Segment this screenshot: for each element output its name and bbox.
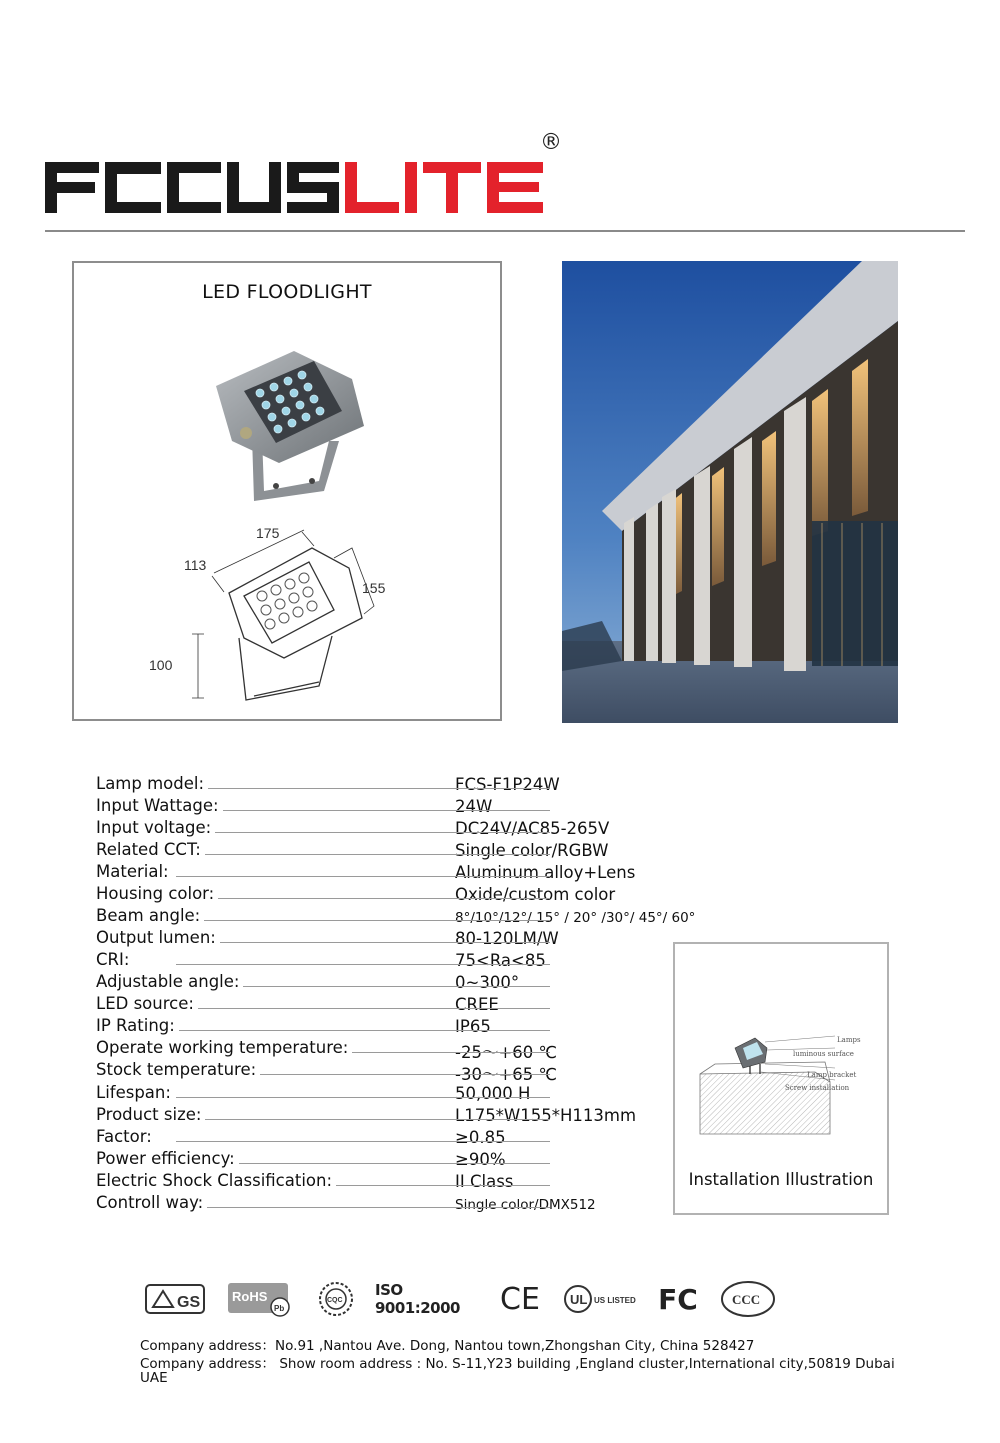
spec-label: Beam angle:: [96, 906, 204, 925]
header-divider: [45, 230, 965, 232]
spec-label: Input Wattage:: [96, 796, 223, 815]
gs-cert-logo: [145, 1275, 205, 1323]
spec-row-related-cct: [96, 840, 696, 862]
dim-depth-label: 155: [362, 580, 386, 596]
spec-leader-line: [176, 1097, 550, 1098]
spec-label: Operate working temperature:: [96, 1038, 352, 1057]
spec-value: Oxide/custom color: [455, 885, 616, 904]
spec-row-power-efficiency: [96, 1149, 696, 1171]
spec-value: CREE: [455, 995, 499, 1014]
spec-row-housing-color: [96, 884, 696, 906]
spec-value: FCS-F1P24W: [455, 775, 560, 794]
ul-text: UL: [570, 1292, 588, 1307]
spec-row-electric-shock-class: [96, 1171, 696, 1193]
spec-row-input-wattage: [96, 796, 696, 818]
spec-row-material: [96, 862, 696, 884]
ce-cert-logo: CE: [500, 1281, 540, 1317]
spec-value: L175*W155*H113mm: [455, 1106, 637, 1125]
spec-row-stock-temperature: [96, 1060, 696, 1082]
spec-leader-line: [176, 1008, 550, 1009]
installation-caption: Installation Illustration: [688, 1170, 874, 1189]
iso-cert-logo: ISO 9001:2000: [375, 1281, 460, 1317]
spec-value: DC24V/AC85-265V: [455, 819, 610, 838]
spec-row-ip-rating: [96, 1016, 696, 1038]
spec-value: Single color/RGBW: [455, 841, 609, 860]
spec-label: Stock temperature:: [96, 1060, 260, 1079]
spec-value: II Class: [455, 1172, 514, 1191]
spec-value: 80-120LM/W: [455, 929, 559, 948]
spec-label: Input voltage:: [96, 818, 215, 837]
spec-leader-line: [176, 832, 550, 833]
gs-text: GS: [177, 1294, 201, 1311]
spec-leader-line: [176, 1141, 550, 1142]
spec-value: IP65: [455, 1017, 491, 1036]
ccc-text: CCC: [732, 1292, 761, 1307]
callout-lamps: Lamps: [837, 1036, 861, 1044]
focuslite-logo: [45, 150, 575, 225]
dim-width-label: 175: [256, 525, 280, 541]
address-line-1: Company address：No.91 ,Nantou Ave. Dong, Nantou town,Zhongshan City, China 528427: [140, 1338, 755, 1354]
spec-row-product-size: [96, 1105, 696, 1127]
spec-value: Single color/DMX512: [455, 1197, 596, 1213]
spec-label: Lifespan:: [96, 1083, 175, 1102]
spec-row-beam-angle: [96, 906, 696, 928]
spec-value: 75<Ra<85: [455, 951, 546, 970]
floodlight-photo: [214, 341, 374, 511]
spec-label: Housing color:: [96, 884, 218, 903]
spec-value: Aluminum alloy+Lens: [455, 863, 636, 882]
spec-label: Related CCT:: [96, 840, 205, 859]
certification-logos: [140, 1275, 780, 1325]
product-box: [72, 261, 502, 721]
installation-box: [673, 942, 889, 1215]
spec-label: Controll way:: [96, 1193, 207, 1212]
spec-leader-line: [176, 810, 550, 811]
spec-label: Product size:: [96, 1105, 205, 1124]
spec-row-lifespan: [96, 1083, 696, 1105]
spec-row-factor: [96, 1127, 696, 1149]
ul-cert-logo: [560, 1275, 640, 1323]
spec-row-control-way: [96, 1193, 696, 1215]
cqc-text: CQC: [327, 1297, 343, 1304]
us-listed-text: US LISTED: [594, 1296, 636, 1305]
spec-row-output-lumen: [96, 928, 696, 950]
spec-leader-line: [176, 1207, 550, 1208]
rohs-cert-logo: [228, 1275, 294, 1323]
building-application-photo: [562, 261, 898, 723]
spec-label: Power efficiency:: [96, 1149, 239, 1168]
callout-luminous-surface: luminous surface: [793, 1050, 854, 1058]
spec-leader-line: [176, 920, 550, 921]
installation-callouts: [775, 1032, 885, 1102]
spec-row-adjustable-angle: [96, 972, 696, 994]
dim-bracket-label: 100: [149, 657, 173, 673]
spec-label: Electric Shock Classification:: [96, 1171, 336, 1190]
registered-mark: ®: [540, 130, 562, 155]
spec-value: 0~300°: [455, 973, 520, 992]
floodlight-dimension-drawing: [149, 518, 394, 713]
spec-leader-line: [176, 1119, 550, 1120]
spec-value: -25～+60 ℃: [455, 1043, 558, 1062]
spec-row-cri: [96, 950, 696, 972]
spec-row-lamp-model: [96, 774, 696, 796]
spec-value: 8°/10°/12°/ 15° / 20° /30°/ 45°/ 60°: [455, 910, 696, 926]
spec-leader-line: [176, 964, 550, 965]
spec-label: Lamp model:: [96, 774, 208, 793]
ccc-cert-logo: [720, 1275, 776, 1323]
spec-label: IP Rating:: [96, 1016, 179, 1035]
spec-label: LED source:: [96, 994, 198, 1013]
spec-value: -30～+65 ℃: [455, 1065, 558, 1084]
spec-leader-line: [176, 942, 550, 943]
spec-leader-line: [176, 854, 550, 855]
spec-leader-line: [176, 876, 550, 877]
spec-label: Output lumen:: [96, 928, 220, 947]
spec-label: Material:: [96, 862, 173, 881]
spec-value: ≥90%: [455, 1150, 506, 1169]
address-line-3: UAE: [140, 1370, 168, 1386]
fc-cert-logo: FC: [658, 1282, 698, 1316]
spec-leader-line: [176, 898, 550, 899]
spec-leader-line: [176, 1030, 550, 1031]
spec-value: 50,000 H: [455, 1084, 531, 1103]
dim-height-label: 113: [184, 557, 207, 573]
spec-leader-line: [176, 788, 550, 789]
rohs-text: RoHS: [232, 1289, 268, 1304]
callout-lamp-bracket: Lamp bracket: [807, 1071, 857, 1079]
spec-label: CRI:: [96, 950, 133, 969]
product-title: LED FLOODLIGHT: [202, 281, 372, 303]
callout-screw-installation: Screw installation: [785, 1084, 850, 1092]
spec-row-input-voltage: [96, 818, 696, 840]
address-line-2: Company address： Show room address : No. S-11,Y23 building ,England cluster,International city,50819 Dubai: [140, 1356, 895, 1372]
spec-value: 24W: [455, 797, 493, 816]
spec-row-led-source: [96, 994, 696, 1016]
cqc-cert-logo: [318, 1275, 354, 1323]
pb-text: Pb: [274, 1304, 285, 1313]
spec-label: Adjustable angle:: [96, 972, 243, 991]
spec-label: Factor:: [96, 1127, 156, 1146]
spec-row-operating-temperature: [96, 1038, 696, 1060]
spec-value: ≥0.85: [455, 1128, 506, 1147]
